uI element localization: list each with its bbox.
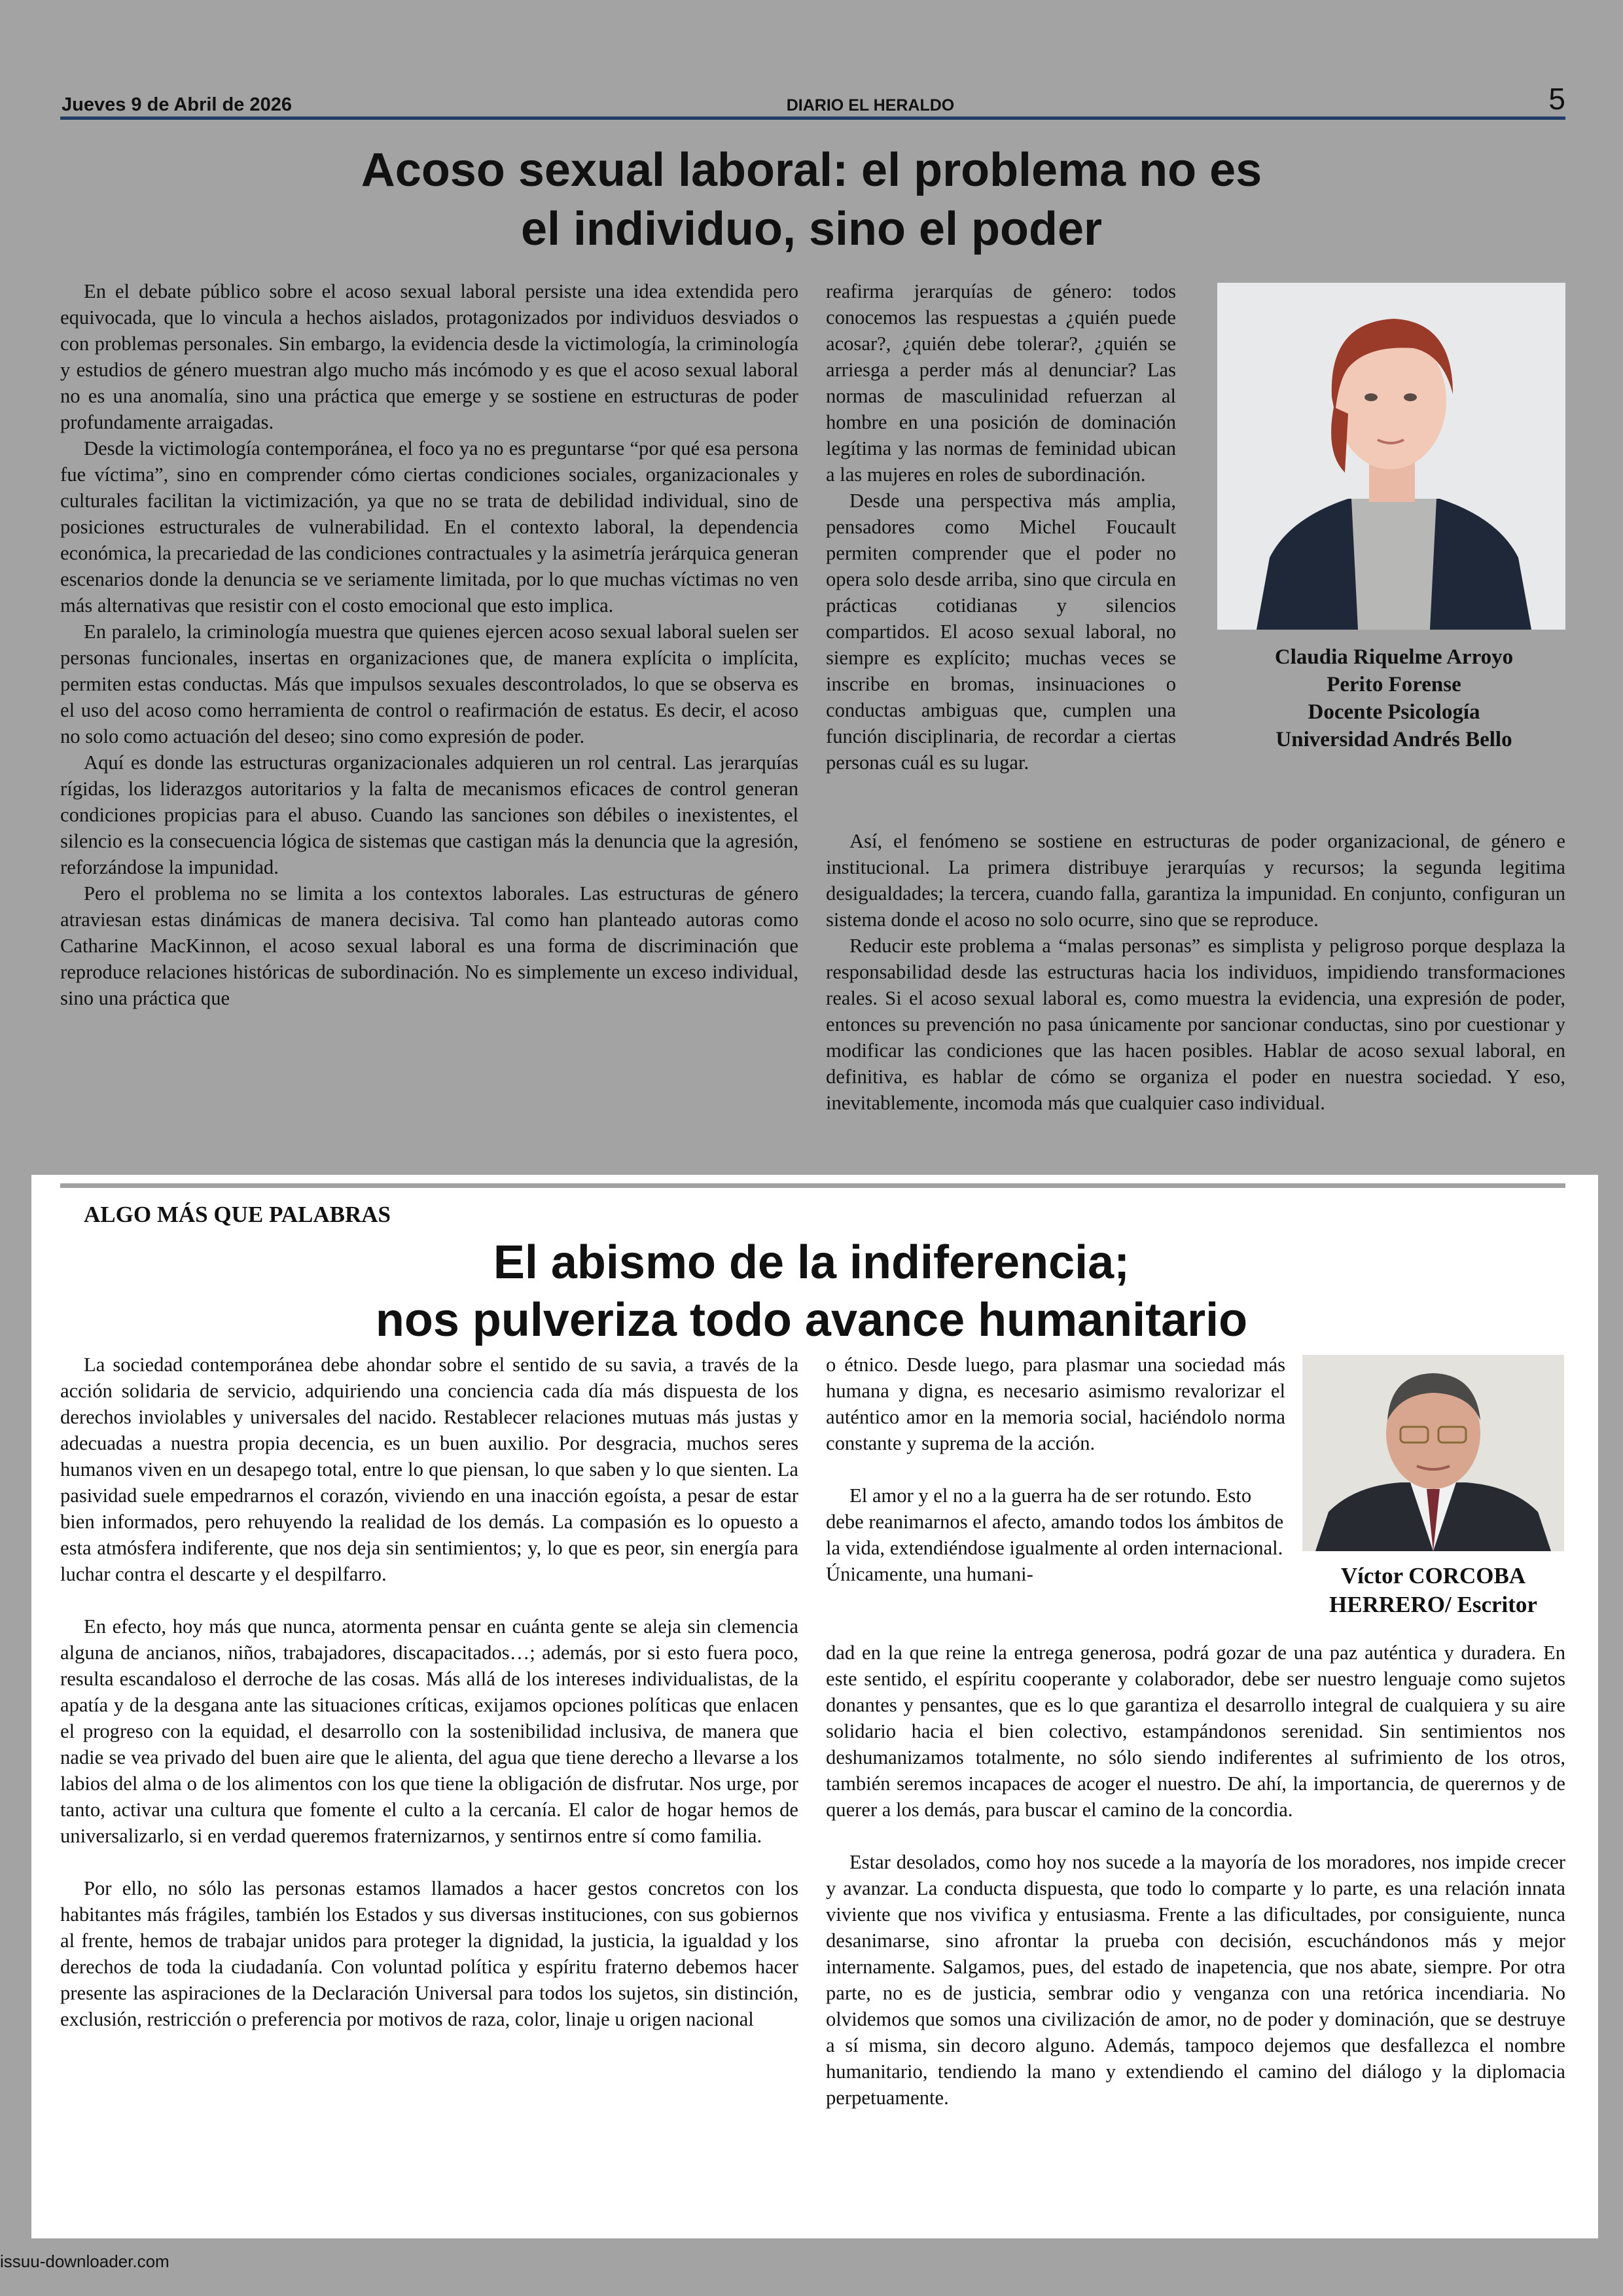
paragraph: La sociedad contemporánea debe ahondar sobre el sentido de su savia, a través de la acción solidaria de servicio, adquiriendo una conciencia cada día más dispuesta de los derechos inviolables y universales del nacido. Restablecer relaciones mutuas más justas y adecuadas a nuestra propia decencia, es un buen auxilio. Por desgracia, muchos seres humanos viven en un desapego total, entre lo que piensan, lo que saben y lo que sienten. La pasividad suele empedrarnos el corazón, viviendo en una inacción egoísta, a pesar de estar bien informados, pero rehuyendo la realidad de los demás. La compasión es lo opuesto a esta atmósfera indiferente, que nos deja sin sentimientos; y, lo que es peor, sin energía para luchar contra el descarte y el despilfarro. [60,1354,798,1585]
paragraph: Pero el problema no se limita a los contextos laborales. Las estructuras de género atraviesan estas dinámicas de manera decisiva. Tal como han planteado autoras como Catharine MacKinnon, el acoso sexual laboral es una forma de discriminación que reproduce relaciones históricas de subordinación. No es simplemente un exceso individual, sino una práctica que [60,882,798,1009]
article1-column2-wide [826,828,1565,1116]
author-photo-claudia [1217,283,1565,630]
article2-title [131,1234,1492,1349]
article1-title-line1: Acoso sexual laboral: el problema no es [361,144,1262,196]
paragraph: Así, el fenómeno se sostiene en estructuras de poder organizacional, de género e institucional. La primera distribuye jerarquías y recursos; la segunda legitima desigualdades; la tercera, cuando falla, garantiza la impunidad. En conjunto, configuran un sistema donde el acoso no solo ocurre, sino que se reproduce. [826,830,1565,931]
author-name: Víctor CORCOBA [1340,1563,1526,1588]
article2-author-caption [1302,1562,1564,1619]
paragraph: dad en la que reine la entrega generosa, podrá gozar de una paz auténtica y duradera. En este sentido, el espíritu cooperante y colaborador, debe ser nuestro lenguaje como sujetos donantes y pensantes, que es lo que garantiza el desarrollo integral de cualquiera y su aire solidario hacia el bien colectivo, estampándonos serenidad. Sin sentimientos nos deshumanizamos totalmente, no sólo siendo indiferentes al sufrimiento de los otros, también seremos incapaces de acoger el nuestro. De ahí, la importancia, de querernos y de querer a los demás, para buscar el camino de la concordia. [826,1641,1565,1821]
author-role: Perito Forense [1327,673,1461,696]
paragraph: Reducir este problema a “malas personas” es simplista y peligroso porque desplaza la responsabilidad desde las estructuras hacia los individuos, impidiendo transformaciones reales. Si el acoso sexual laboral es, como muestra la evidencia, una expresión de poder, entonces su prevención no pasa únicamente por sancionar conductas, sino por cuestionar y modificar las condiciones que las hacen posibles. Hablar de acoso sexual laboral, en definitiva, es hablar de cómo se organiza el poder en nuestra sociedad. Y eso, inevitablemente, incomoda más que cualquier caso individual. [826,935,1565,1114]
author-photo-victor [1302,1355,1564,1551]
paragraph: Desde una perspectiva más amplia, pensadores como Michel Foucault permiten comprender que el poder no opera solo desde arriba, sino que circula en prácticas cotidianas y silencios compartidos. El acoso sexual laboral, no siempre es explícito; muchas veces se inscribe en bromas, insinuaciones o conductas ambiguas que, cumplen una función disciplinaria, de recordar a ciertas personas cuál es su lugar. [826,490,1176,774]
portrait-illustration [1217,283,1565,630]
article1-author-caption [1211,643,1577,753]
paragraph: reafirma jerarquías de género: todos conocemos las respuestas a ¿quién puede acosar?, ¿quién debe tolerar?, ¿quién se arriesga a perder más al denunciar? Las normas de masculinidad refuerzan al hombre en una posición de dominación legítima y las normas de feminidad ubican a las mujeres en roles de subordinación. [826,280,1176,486]
author-institution: Universidad Andrés Bello [1275,728,1512,751]
paragraph: Desde la victimología contemporánea, el foco ya no es preguntarse “por qué esa persona fue víctima”, sino en comprender cómo ciertas condiciones sociales, organizacionales y culturales facilitan la victimización, ya que no se trata de debilidad individual, sino de posiciones estructurales de vulnerabilidad. En el contexto laboral, la dependencia económica, la precariedad de las condiciones contractuales y la asimetría jerárquica generan escenarios donde la denuncia se ve seriamente limitada, por lo que muchas víctimas no ven más alternativas que resistir con el costo emocional que esto implica. [60,437,798,617]
header-publication: DIARIO EL HERALDO [786,96,955,115]
paragraph: Por ello, no sólo las personas estamos llamados a hacer gestos concretos con los habitantes más frágiles, también los Estados y sus diversas instituciones, con sus gobiernos al frente, hemos de trabajar unidos para proteger la dignidad, la justicia, la igualdad y los derechos de toda la ciudadanía. Con voluntad política y espíritu fraterno debemos hacer presente las aspiraciones de la Declaración Universal para todos los sujetos, sin distinción, exclusión, restricción o preferencia por motivos de raza, color, linaje u origen nacional [60,1877,798,2030]
paragraph: o étnico. Desde luego, para plasmar una sociedad más humana y digna, es necesario asimismo revalorizar el auténtico amor en la memoria social, haciéndolo norma constante y suprema de la acción. [826,1354,1285,1454]
article2-title-line1: El abismo de la indiferencia; [493,1236,1130,1289]
header-rule [60,117,1565,120]
article1-column1 [60,278,798,1011]
article1-title-line2: el individuo, sino el poder [520,203,1103,255]
article1-title [131,141,1492,259]
header-date: Jueves 9 de Abril de 2026 [62,94,292,115]
portrait-illustration [1302,1355,1564,1551]
page-number: 5 [1548,82,1565,116]
article1-column2-narrow [826,278,1176,776]
paragraph: En el debate público sobre el acoso sexual laboral persiste una idea extendida pero equivocada, que lo vincula a hechos aislados, protagonizados por individuos desviados o con problemas personales. Sin embargo, la evidencia desde la victimología, la criminología y estudios de género muestran algo mucho más incómodo y es que el acoso sexual laboral no es una anomalía, sino una práctica que emerge y se sostiene en estructuras de poder profundamente arraigadas. [60,280,798,433]
watermark: issuu-downloader.com [0,2251,169,2271]
article2-top-rule [60,1183,1565,1188]
article2-column1 [60,1352,798,2032]
paragraph: En efecto, hoy más que nunca, atormenta pensar en cuánta gente se aleja sin clemencia alguna de ancianos, niños, trabajadores, discapacitados…; además, por si esto fuera poco, resulta escandaloso el derroche de las cosas. Más allá de los intereses individualistas, de la apatía y de la desgana ante las situaciones críticas, exijamos opciones políticas que enlacen el progreso con la equidad, el desarrollo con la sostenibilidad inclusiva, de manera que nadie se vea privado del buen aire que le alienta, del agua que tiene derecho a llevarse a los labios del alma o de los alimentos con los que tiene la obligación de disfrutar. Nos urge, por tanto, activar una cultura que fomente el culto a la cercanía. El calor de hogar hemos de universalizarlo, si en verdad queremos fraternizarnos, y sentirnos entre sí como familia. [60,1615,798,1847]
author-name: Claudia Riquelme Arroyo [1274,645,1514,669]
author-role: HERRERO/ Escritor [1329,1592,1537,1617]
paragraph: Estar desolados, como hoy nos sucede a la mayoría de los moradores, nos impide crecer y avanzar. La conducta dispuesta, que todo lo comparte y lo parte, es una relación innata viviente que nos vivifica y entusiasma. Frente a las dificultades, por consiguiente, nunca desanimarse, sino afrontar la prueba con decisión, escuchándonos más y mejor internamente. Salgamos, pues, del estado de inapetencia, que nos abate, siempre. Por otra parte, no es de justicia, sembrar odio y venganza con una retórica incendiaria. No olvidemos que somos una civilización de amor, no de poder y dominación, que se destruye a sí misma, sin decoro alguno. Además, tampoco dejemos que desfallezca el nombre humanitario, tendiendo la mano y extendiendo el camino del diálogo y la diplomacia perpetuamente. [826,1851,1565,2109]
article2-title-line2: nos pulveriza todo avance humanitario [375,1294,1248,1346]
article2-column2-narrow [826,1352,1285,1587]
paragraph: Aquí es donde las estructuras organizacionales adquieren un rol central. Las jerarquías rígidas, los liderazgos autoritarios y la falta de mecanismos eficaces de control generan condiciones propicias para el abuso. Cuando las sanciones son débiles o inexistentes, el silencio es la consecuencia lógica de sistemas que castigan más la denuncia que la agresión, reforzándose la impunidad. [60,751,798,878]
article2-column2-wide [826,1640,1565,2111]
paragraph: En paralelo, la criminología muestra que quienes ejercen acoso sexual laboral suelen ser personas funcionales, insertas en organizaciones que, de manera explícita o implícita, permiten estas conductas. Más que impulsos sexuales descontrolados, lo que se observa es el uso del acoso como herramienta de control o reafirmación de estatus. Es decir, el acoso no solo como actuación del deseo; sino como expresión de poder. [60,620,798,747]
author-role: Docente Psicología [1308,700,1480,724]
article2-kicker: ALGO MÁS QUE PALABRAS [84,1202,391,1227]
paragraph: El amor y el no a la guerra ha de ser rotundo. Esto debe reanimarnos el afecto, amando todos los ámbitos de la vida, extendiéndose igualmente al orden internacional. Únicamente, una humani- [826,1484,1284,1585]
